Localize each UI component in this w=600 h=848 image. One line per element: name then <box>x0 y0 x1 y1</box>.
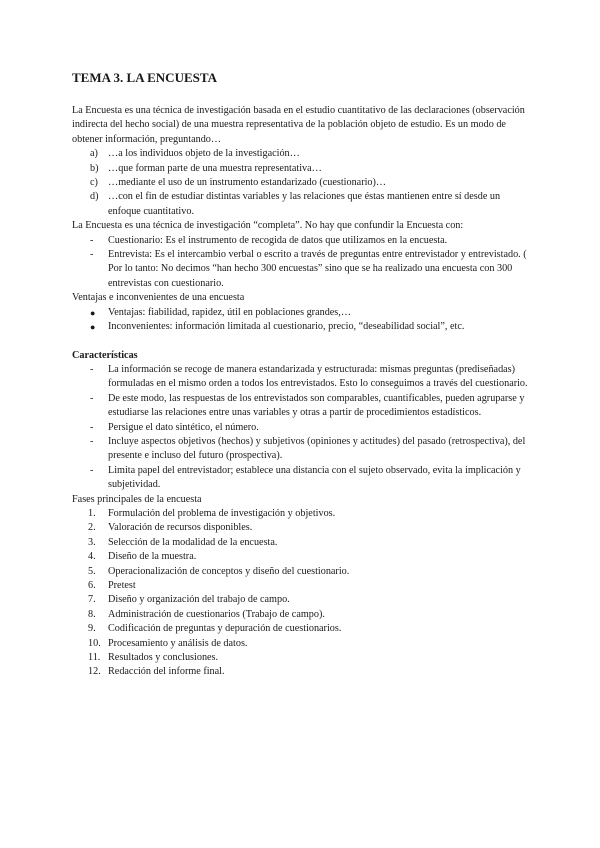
list-item-text: Pretest <box>108 580 136 591</box>
list-item-text: Persigue el dato sintético, el número. <box>108 421 259 433</box>
list-marker: - <box>90 249 94 261</box>
list-item-text: Codificación de preguntas y depuración de cuestionarios. <box>108 623 342 635</box>
list-item-text: Valoración de recursos disponibles. <box>108 522 253 534</box>
list-item-text: De este modo, las respuestas de los entrevistados son comparables, cuantificables, pueden agruparse y estudiarse las relaciones entre unas variables y otras a partir de procedimientos estadísticos. <box>108 392 525 419</box>
document-body <box>72 104 528 680</box>
completa-paragraph: La Encuesta es una técnica de investigación “completa”. No hay que confundir la Encuesta con: <box>72 220 464 232</box>
list-item <box>72 593 528 607</box>
list-marker: b) <box>90 162 99 174</box>
list-item <box>72 608 528 622</box>
list-item-text: Limita papel del entrevistador; establece una distancia con el sujeto observado, evita la implicación y subjetividad. <box>108 464 521 491</box>
list-marker: 6. <box>88 580 96 591</box>
list-item <box>72 190 528 219</box>
list-item <box>72 637 528 651</box>
list-item-text: Resultados y conclusiones. <box>108 652 219 664</box>
list-item-text: Incluye aspectos objetivos (hechos) y subjetivos (opiniones y actitudes) del pasado (retrospectiva), del presente e incluso del futuro (prospectiva). <box>108 435 526 462</box>
caracteristicas-list <box>72 363 528 493</box>
list-marker: c) <box>90 177 98 189</box>
list-item-text: Ventajas: fiabilidad, rapidez, útil en poblaciones grandes,… <box>108 306 352 318</box>
list-item <box>72 176 528 190</box>
list-marker: - <box>90 234 94 246</box>
list-item <box>72 579 528 593</box>
list-marker: 9. <box>88 623 96 635</box>
list-marker: - <box>90 363 94 375</box>
list-item <box>72 507 528 521</box>
list-item-text: Redacción del informe final. <box>108 666 225 678</box>
list-marker: - <box>90 421 94 433</box>
fases-heading: Fases principales de la encuesta <box>72 493 202 505</box>
list-marker: 2. <box>88 522 96 534</box>
list-item-text: …con el fin de estudiar distintas variables y las relaciones que éstas mantienen entre sí desde un enfoque cuantitativo. <box>108 191 501 217</box>
list-marker: 1. <box>88 507 96 519</box>
list-item-text: La información se recoge de manera estandarizada y estructurada: mismas preguntas (prediseñadas) formuladas en el mismo orden a todos los entrevistados. Esto lo conseguimos a través del cuestionario. <box>108 363 528 390</box>
list-item <box>72 248 528 291</box>
list-item <box>72 162 528 176</box>
list-item <box>72 320 528 334</box>
list-item <box>72 435 528 464</box>
list-marker: 7. <box>88 594 96 606</box>
list-item-text: Formulación del problema de investigación y objetivos. <box>108 507 336 519</box>
list-marker: 12. <box>88 666 101 678</box>
list-item-text: …a los individuos objeto de la investigación… <box>108 148 300 160</box>
ventajas-list <box>72 306 528 335</box>
list-marker: - <box>90 392 94 404</box>
list-marker: 11. <box>88 652 101 664</box>
list-item-text: …mediante el uso de un instrumento estandarizado (cuestionario)… <box>108 177 387 189</box>
list-item-text: Inconvenientes: información limitada al cuestionario, precio, “deseabilidad social”, etc. <box>108 321 465 333</box>
list-item-text: Selección de la modalidad de la encuesta. <box>108 536 278 548</box>
definition-list <box>72 147 528 219</box>
list-marker: - <box>90 464 94 476</box>
list-marker: d) <box>90 191 99 203</box>
list-item <box>72 392 528 421</box>
list-item <box>72 536 528 550</box>
list-item-text: …que forman parte de una muestra representativa… <box>108 162 322 174</box>
list-item <box>72 464 528 493</box>
list-item-text: Cuestionario: Es el instrumento de recogida de datos que utilizamos en la encuesta. <box>108 234 448 246</box>
confusion-list <box>72 234 528 292</box>
list-marker: 4. <box>88 551 96 563</box>
list-item <box>72 421 528 435</box>
list-marker: - <box>90 435 94 447</box>
list-marker: 5. <box>88 565 96 577</box>
list-item <box>72 665 528 679</box>
list-item-text: Operacionalización de conceptos y diseño del cuestionario. <box>108 565 350 577</box>
list-item <box>72 306 528 320</box>
list-item-text: Procesamiento y análisis de datos. <box>108 637 248 649</box>
list-item <box>72 622 528 636</box>
list-marker: 8. <box>88 608 96 620</box>
ventajas-heading: Ventajas e inconvenientes de una encuesta <box>72 292 245 304</box>
fases-list <box>72 507 528 680</box>
list-item <box>72 234 528 248</box>
list-item <box>72 521 528 535</box>
list-marker: a) <box>90 148 98 160</box>
list-item <box>72 363 528 392</box>
list-item <box>72 565 528 579</box>
list-item <box>72 550 528 564</box>
intro-paragraph: La Encuesta es una técnica de investigación basada en el estudio cuantitativo de las declaraciones (observación indirecta del hecho social) de una muestra representativa de la población objeto de estudio. Es un modo de obtener información, preguntando… <box>72 105 525 145</box>
list-item <box>72 147 528 161</box>
bullet-icon: ● <box>90 322 96 333</box>
list-item-text: Diseño de la muestra. <box>108 551 197 563</box>
list-marker: 3. <box>88 536 96 548</box>
list-item-text: Diseño y organización del trabajo de campo. <box>108 594 290 606</box>
list-item-text: Administración de cuestionarios (Trabajo de campo). <box>108 608 325 620</box>
list-marker: 10. <box>88 637 101 649</box>
list-item-text: Entrevista: Es el intercambio verbal o escrito a través de preguntas entre entrevistador y entrevistado. ( Por lo tanto: No decimos “han hecho 300 encuestas” sino que se ha realizado una encuesta con 300 entrevistas con cuestionario. <box>108 249 527 289</box>
caracteristicas-heading: Características <box>72 349 138 361</box>
document-title: TEMA 3. LA ENCUESTA <box>72 70 217 85</box>
list-item <box>72 651 528 665</box>
bullet-icon: ● <box>90 307 96 318</box>
